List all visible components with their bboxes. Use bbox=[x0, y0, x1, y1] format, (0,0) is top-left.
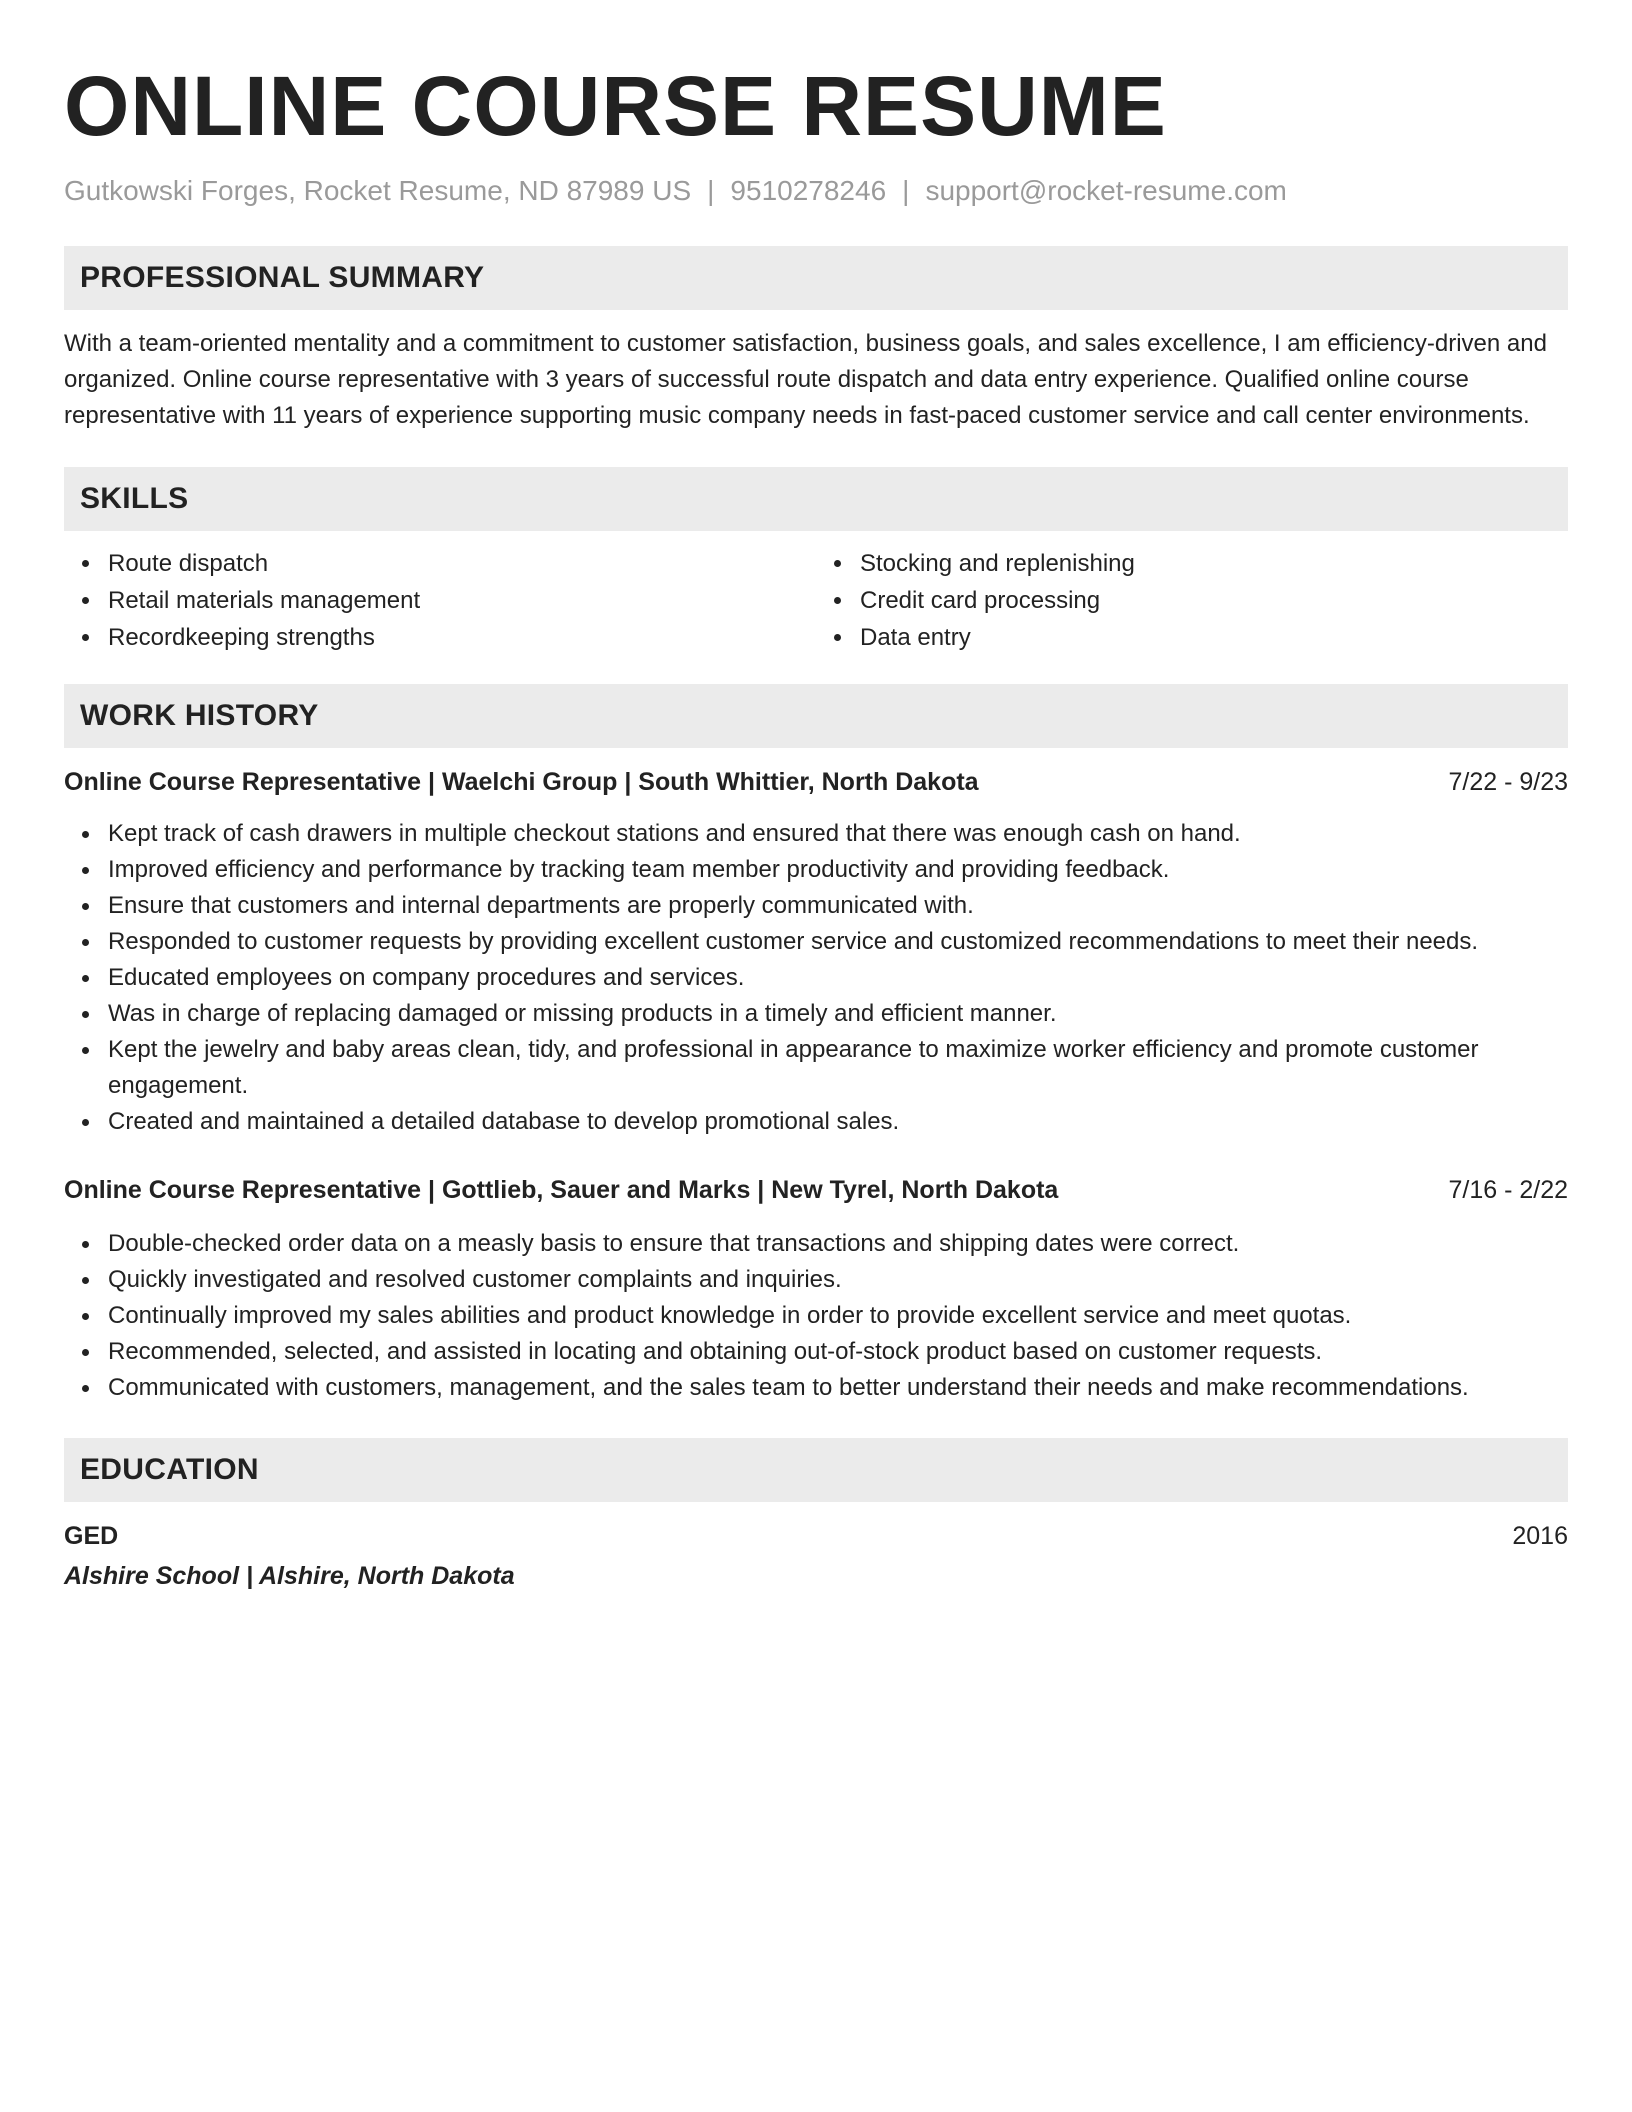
job-bullet: Educated employees on company procedures and services. bbox=[64, 960, 1568, 996]
summary-heading: PROFESSIONAL SUMMARY bbox=[64, 246, 1568, 310]
job-dates: 7/22 - 9/23 bbox=[1448, 768, 1568, 796]
skill-item: Stocking and replenishing bbox=[860, 545, 1568, 582]
job-entry bbox=[64, 764, 1568, 1140]
education-section bbox=[64, 1438, 1568, 1594]
job-dates: 7/16 - 2/22 bbox=[1448, 1176, 1568, 1204]
skills-column-right bbox=[816, 545, 1568, 656]
contact-address: Gutkowski Forges, Rocket Resume, ND 87989 US bbox=[64, 175, 692, 206]
summary-text: With a team-oriented mentality and a commitment to customer satisfaction, business goals, and sales excellence, I am efficiency-driven and organized. Online course representative with 3 years of successful route dispatch and data entry experience. Qualified online course representative with 11 years of experience supporting music company needs in fast-paced customer service and call center environments. bbox=[64, 330, 1547, 429]
job-bullet: Kept the jewelry and baby areas clean, tidy, and professional in appearance to maximize worker efficiency and promote customer engagement. bbox=[64, 1032, 1568, 1104]
job-header bbox=[64, 1172, 1568, 1208]
job-bullet: Was in charge of replacing damaged or missing products in a timely and efficient manner. bbox=[64, 996, 1568, 1032]
skills-column-left bbox=[64, 545, 816, 656]
education-heading: EDUCATION bbox=[64, 1438, 1568, 1502]
contact-line bbox=[64, 174, 1568, 208]
contact-separator: | bbox=[902, 175, 910, 206]
skills-grid bbox=[64, 545, 1568, 656]
job-entry bbox=[64, 1172, 1568, 1406]
skill-item: Route dispatch bbox=[108, 545, 816, 582]
work-history-heading: WORK HISTORY bbox=[64, 684, 1568, 748]
work-history-section bbox=[64, 684, 1568, 1406]
job-bullet: Kept track of cash drawers in multiple checkout stations and ensured that there was enough cash on hand. bbox=[64, 816, 1568, 852]
education-school: Alshire School | Alshire, North Dakota bbox=[64, 1562, 515, 1590]
job-bullet: Recommended, selected, and assisted in locating and obtaining out-of-stock product based on customer requests. bbox=[64, 1334, 1568, 1370]
job-bullet: Created and maintained a detailed database to develop promotional sales. bbox=[64, 1104, 1568, 1140]
skill-item: Retail materials management bbox=[108, 582, 816, 619]
education-header bbox=[64, 1518, 1568, 1554]
job-bullet: Continually improved my sales abilities and product knowledge in order to provide excellent service and meet quotas. bbox=[64, 1298, 1568, 1334]
contact-email: support@rocket-resume.com bbox=[925, 175, 1287, 206]
summary-section bbox=[64, 246, 1568, 434]
contact-separator: | bbox=[707, 175, 715, 206]
skill-item: Credit card processing bbox=[860, 582, 1568, 619]
job-bullets bbox=[64, 816, 1568, 1140]
job-bullet: Ensure that customers and internal departments are properly communicated with. bbox=[64, 888, 1568, 924]
job-title: Online Course Representative | Gottlieb, Sauer and Marks | New Tyrel, North Dakota bbox=[64, 1176, 1059, 1204]
education-degree: GED bbox=[64, 1522, 119, 1550]
job-header bbox=[64, 764, 1568, 800]
skills-section bbox=[64, 467, 1568, 656]
skills-heading: SKILLS bbox=[64, 467, 1568, 531]
skill-item: Recordkeeping strengths bbox=[108, 619, 816, 656]
skill-item: Data entry bbox=[860, 619, 1568, 656]
education-year: 2016 bbox=[1512, 1522, 1568, 1550]
job-bullet: Communicated with customers, management, and the sales team to better understand their needs and make recommendations. bbox=[64, 1370, 1568, 1406]
job-bullet: Responded to customer requests by providing excellent customer service and customized recommendations to meet their needs. bbox=[64, 924, 1568, 960]
contact-phone: 9510278246 bbox=[730, 175, 887, 206]
job-bullet: Double-checked order data on a measly basis to ensure that transactions and shipping dates were correct. bbox=[64, 1226, 1568, 1262]
job-bullet: Improved efficiency and performance by tracking team member productivity and providing feedback. bbox=[64, 852, 1568, 888]
job-bullet: Quickly investigated and resolved customer complaints and inquiries. bbox=[64, 1262, 1568, 1298]
job-title: Online Course Representative | Waelchi Group | South Whittier, North Dakota bbox=[64, 768, 979, 796]
resume-title: ONLINE COURSE RESUME bbox=[64, 59, 1167, 153]
job-bullets bbox=[64, 1226, 1568, 1406]
